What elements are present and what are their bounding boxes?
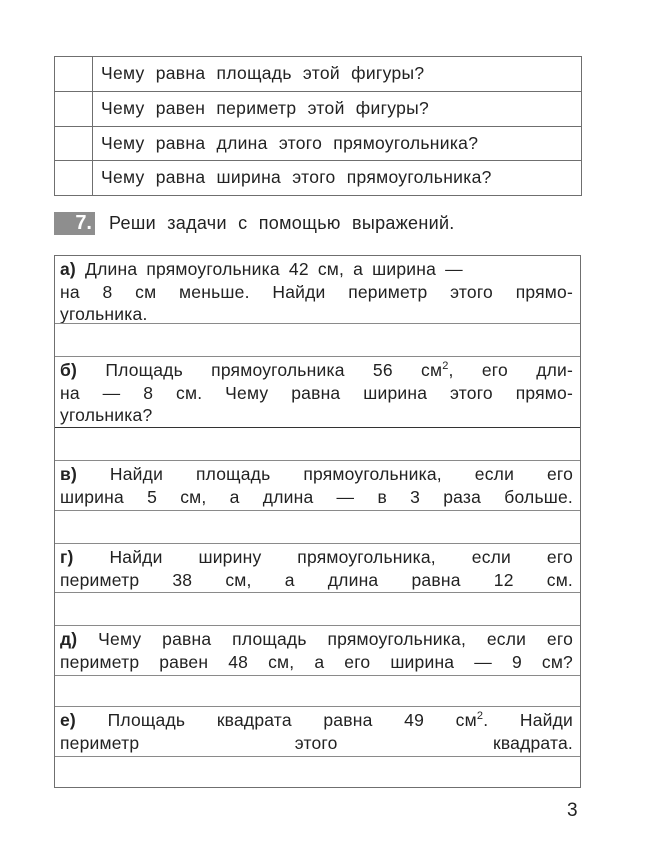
task-line: Найди ширину прямоугольника, если его bbox=[109, 547, 573, 567]
question-row bbox=[55, 127, 581, 162]
answer-area-g[interactable] bbox=[55, 593, 580, 625]
superscript: 2 bbox=[476, 710, 484, 722]
question-row bbox=[55, 92, 581, 127]
task-label: б) bbox=[60, 360, 78, 380]
tasks-box bbox=[54, 255, 581, 788]
divider bbox=[55, 356, 580, 357]
superscript: 2 bbox=[442, 360, 449, 372]
divider bbox=[55, 625, 580, 626]
task-label: в) bbox=[60, 464, 77, 484]
task-e bbox=[60, 709, 573, 754]
question-text: Чему равна площадь этой фигуры? bbox=[101, 63, 425, 83]
task-line: периметр равен 48 см, а его ширина — 9 см? bbox=[60, 651, 573, 672]
answer-area-v[interactable] bbox=[55, 511, 580, 543]
task-line: Чему равна площадь прямоугольника, если его bbox=[98, 629, 573, 649]
question-row bbox=[55, 161, 581, 196]
task-label: г) bbox=[60, 547, 74, 567]
task-a bbox=[60, 258, 573, 326]
exercise-title: Реши задачи с помощью выражений. bbox=[109, 212, 455, 233]
page-number: 3 bbox=[567, 800, 578, 821]
answer-area-d[interactable] bbox=[55, 676, 580, 706]
task-line: , его дли- bbox=[448, 360, 574, 380]
question-row bbox=[55, 57, 581, 92]
answer-area-a[interactable] bbox=[55, 324, 580, 356]
question-text: Чему равна длина этого прямоугольника? bbox=[101, 132, 479, 153]
task-g bbox=[60, 546, 573, 591]
task-v bbox=[60, 463, 573, 508]
task-line: периметр 38 см, а длина равна 12 см. bbox=[60, 569, 573, 590]
answer-checkbox-cell[interactable] bbox=[55, 92, 93, 126]
task-d bbox=[60, 628, 573, 673]
answer-area-e[interactable] bbox=[55, 757, 580, 787]
answer-checkbox-cell[interactable] bbox=[55, 127, 93, 161]
divider bbox=[55, 706, 580, 707]
task-line: угольника? bbox=[60, 405, 153, 425]
task-line: ширина 5 см, а длина — в 3 раза больше. bbox=[60, 486, 573, 507]
answer-checkbox-cell[interactable] bbox=[55, 57, 93, 91]
task-label: д) bbox=[60, 629, 78, 649]
task-label: е) bbox=[60, 710, 76, 730]
task-line: угольника. bbox=[60, 304, 148, 324]
task-label: а) bbox=[60, 259, 76, 279]
task-line: периметр этого квадрата. bbox=[60, 732, 573, 753]
divider bbox=[55, 543, 580, 544]
answer-area-b[interactable] bbox=[55, 428, 580, 460]
answer-checkbox-cell[interactable] bbox=[55, 161, 93, 195]
task-line: . Найди bbox=[483, 710, 574, 730]
question-text: Чему равен периметр этой фигуры? bbox=[101, 97, 430, 118]
task-line: на 8 см меньше. Найди периметр этого прямо- bbox=[60, 281, 573, 302]
task-b bbox=[60, 359, 573, 427]
divider bbox=[55, 460, 580, 461]
exercise-number-badge: 7. bbox=[54, 212, 95, 235]
question-text: Чему равна ширина этого прямоугольника? bbox=[101, 167, 492, 188]
exercise-header bbox=[54, 211, 455, 235]
task-line: Найди площадь прямоугольника, если его bbox=[109, 464, 574, 484]
task-line: Длина прямоугольника 42 см, а ширина — bbox=[85, 259, 463, 279]
task-line: Площадь квадрата равна 49 см bbox=[107, 710, 477, 730]
question-table bbox=[54, 56, 582, 196]
task-line: Площадь прямоугольника 56 см bbox=[105, 360, 443, 380]
task-line: на — 8 см. Чему равна ширина этого прямо- bbox=[60, 382, 573, 403]
